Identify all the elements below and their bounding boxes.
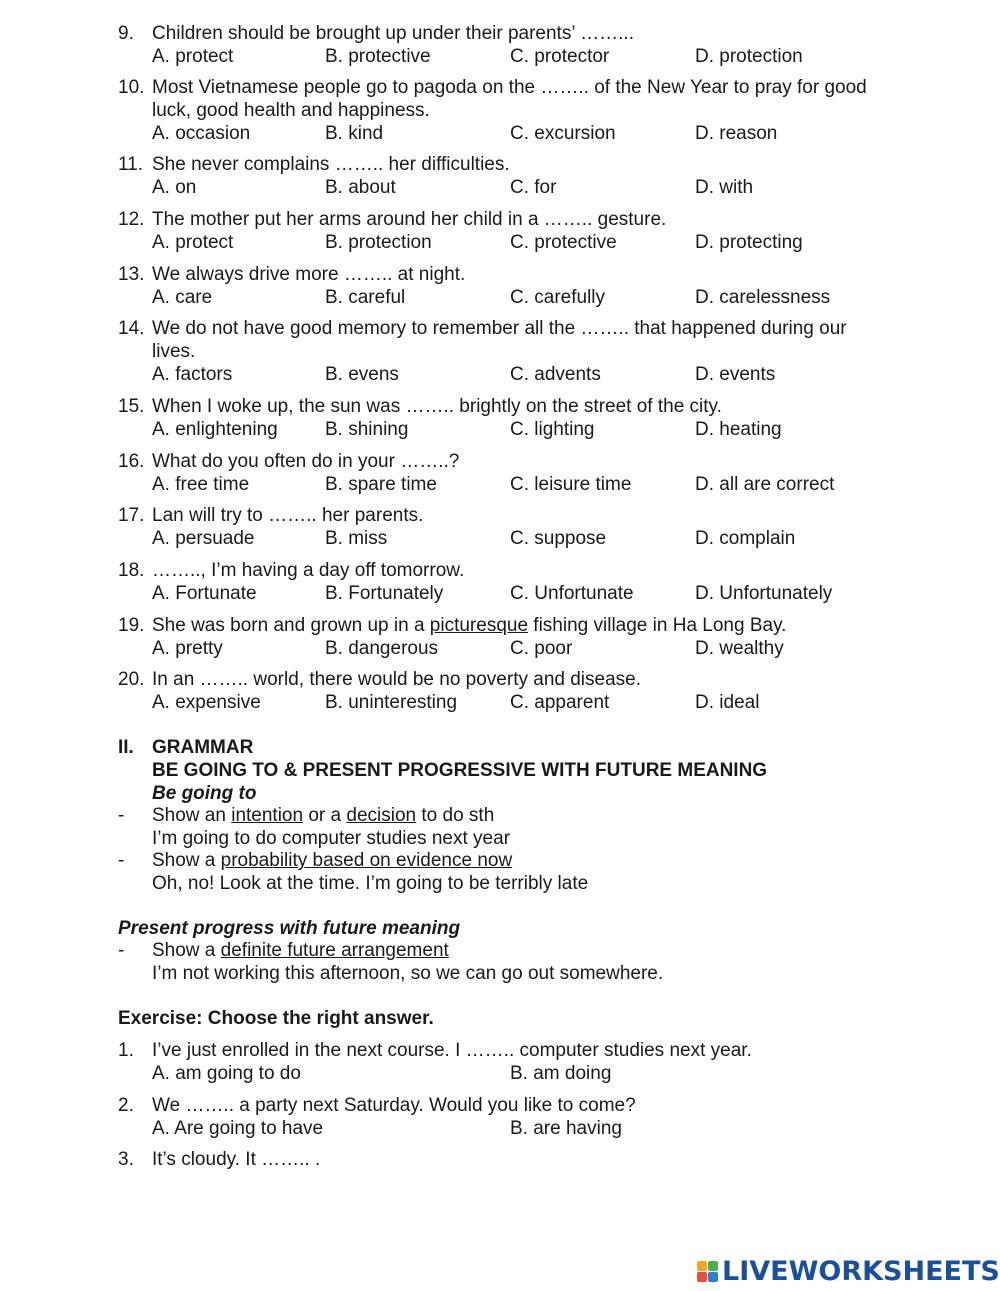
question-number: 16.	[118, 451, 145, 472]
question-number: 9.	[118, 23, 134, 44]
answer-options	[152, 286, 878, 309]
question-15	[118, 395, 878, 441]
usage-text: Show a	[152, 940, 221, 961]
option-a[interactable]: A. pretty	[152, 638, 223, 659]
example-sentence-3: I’m not working this afternoon, so we can go out somewhere.	[152, 963, 664, 984]
question-text: We do not have good memory to remember all the …….. that happened during our lives.	[152, 318, 847, 362]
liveworksheets-logo[interactable]	[697, 1256, 1000, 1286]
question-text: In an …….. world, there would be no poverty and disease.	[152, 669, 641, 690]
usage-point-3	[152, 939, 449, 962]
question-10	[118, 76, 878, 145]
question-text: When I woke up, the sun was …….. brightly on the street of the city.	[152, 396, 722, 417]
option-a[interactable]: A. protect	[152, 232, 234, 253]
usage-text: Show a	[152, 850, 221, 871]
option-a[interactable]: A. enlightening	[152, 419, 278, 440]
option-d[interactable]: D. wealthy	[695, 638, 784, 659]
option-a[interactable]: A. free time	[152, 474, 250, 495]
question-17	[118, 504, 878, 550]
usage-text: Show an	[152, 805, 232, 826]
question-number: 12.	[118, 209, 145, 230]
bullet-dash: -	[118, 850, 125, 871]
question-number: 15.	[118, 396, 145, 417]
question-12	[118, 208, 878, 254]
option-b[interactable]: B. kind	[325, 123, 384, 144]
logo-square	[697, 1261, 707, 1271]
section-title: GRAMMAR	[152, 737, 254, 758]
question-text: Children should be brought up under their parents’ ……...	[152, 23, 634, 44]
question-text: She never complains …….. her difficulties.	[152, 154, 510, 175]
option-d[interactable]: D. protection	[695, 46, 803, 67]
question-text: The mother put her arms around her child in a …….. gesture.	[152, 209, 667, 230]
option-c[interactable]: C. leisure time	[510, 474, 632, 495]
underlined-term-intention: intention	[231, 805, 304, 826]
bullet-dash: -	[118, 805, 125, 826]
option-b[interactable]: B. protection	[325, 232, 432, 253]
exercise-title: Exercise: Choose the right answer.	[118, 1008, 434, 1029]
answer-options	[152, 418, 878, 441]
option-a[interactable]: A. Fortunate	[152, 583, 257, 604]
question-18	[118, 559, 878, 605]
option-d[interactable]: D. all are correct	[695, 474, 835, 495]
be-going-to-heading: Be going to	[152, 783, 257, 804]
answer-options	[152, 122, 878, 145]
option-a[interactable]: A. on	[152, 177, 197, 198]
answer-options	[152, 473, 878, 496]
question-number: 17.	[118, 505, 145, 526]
question-text: We …….. a party next Saturday. Would you like to come?	[152, 1095, 636, 1116]
question-number: 10.	[118, 77, 145, 98]
option-c[interactable]: C. poor	[510, 638, 573, 659]
exercise-question-1	[118, 1039, 878, 1085]
option-d[interactable]: D. carelessness	[695, 287, 831, 308]
usage-point-2	[152, 849, 512, 872]
option-c[interactable]: C. for	[510, 177, 557, 198]
question-number: 14.	[118, 318, 145, 339]
logo-square	[708, 1272, 718, 1282]
option-d[interactable]: D. heating	[695, 419, 782, 440]
underlined-word: picturesque	[429, 615, 529, 636]
option-c[interactable]: C. suppose	[510, 528, 607, 549]
option-b[interactable]: B. about	[325, 177, 396, 198]
option-b[interactable]: B. miss	[325, 528, 388, 549]
question-13	[118, 263, 878, 309]
answer-options	[152, 45, 878, 68]
option-c[interactable]: C. excursion	[510, 123, 616, 144]
answer-options	[152, 1062, 878, 1085]
option-d[interactable]: D. Unfortunately	[695, 583, 833, 604]
option-b[interactable]: B. uninteresting	[325, 692, 458, 713]
option-d[interactable]: D. ideal	[695, 692, 760, 713]
question-number: 3.	[118, 1149, 134, 1170]
question-text-before: She was born and grown up in a	[152, 615, 430, 636]
option-b[interactable]: B. are having	[510, 1118, 622, 1139]
answer-options	[152, 527, 878, 550]
option-a[interactable]: A. expensive	[152, 692, 261, 713]
underlined-term-decision: decision	[346, 805, 417, 826]
example-sentence-1: I’m going to do computer studies next year	[152, 828, 511, 849]
question-text: What do you often do in your ……..?	[152, 451, 460, 472]
question-text: It’s cloudy. It …….. .	[152, 1149, 321, 1170]
option-a[interactable]: A. protect	[152, 46, 234, 67]
option-d[interactable]: D. events	[695, 364, 776, 385]
answer-options	[152, 1117, 878, 1140]
answer-options	[152, 691, 878, 714]
question-text: I’ve just enrolled in the next course. I …….. computer studies next year.	[152, 1040, 752, 1061]
question-19	[118, 614, 878, 660]
answer-options	[152, 582, 878, 605]
usage-text: or a	[303, 805, 347, 826]
bullet-dash: -	[118, 940, 125, 961]
option-b[interactable]: B. careful	[325, 287, 406, 308]
question-text: We always drive more …….. at night.	[152, 264, 466, 285]
usage-point-1	[152, 804, 494, 827]
question-16	[118, 450, 878, 496]
option-b[interactable]: B. spare time	[325, 474, 437, 495]
question-number: 18.	[118, 560, 145, 581]
question-number: 2.	[118, 1095, 134, 1116]
option-b[interactable]: B. evens	[325, 364, 399, 385]
option-c[interactable]: C. protective	[510, 232, 617, 253]
question-number: 1.	[118, 1040, 134, 1061]
question-number: 19.	[118, 615, 145, 636]
question-11	[118, 153, 878, 199]
question-number: 13.	[118, 264, 145, 285]
option-d[interactable]: D. protecting	[695, 232, 803, 253]
option-a[interactable]: A. occasion	[152, 123, 251, 144]
option-b[interactable]: B. protective	[325, 46, 431, 67]
question-14	[118, 317, 878, 386]
option-b[interactable]: B. dangerous	[325, 638, 439, 659]
question-9	[118, 22, 878, 68]
section-number: II.	[118, 737, 134, 758]
answer-options	[152, 637, 878, 660]
exercise-question-3	[118, 1148, 878, 1171]
option-d[interactable]: D. complain	[695, 528, 796, 549]
option-c[interactable]: C. lighting	[510, 419, 595, 440]
option-a[interactable]: A. care	[152, 287, 213, 308]
exercise-question-2	[118, 1094, 878, 1140]
question-text: Lan will try to …….. her parents.	[152, 505, 424, 526]
question-number: 20.	[118, 669, 145, 690]
option-a[interactable]: A. factors	[152, 364, 233, 385]
logo-square	[697, 1272, 707, 1282]
question-text-after: fishing village in Ha Long Bay.	[528, 615, 787, 636]
option-c[interactable]: C. carefully	[510, 287, 606, 308]
question-text: …….., I’m having a day off tomorrow.	[152, 560, 465, 581]
logo-mark-icon	[697, 1261, 718, 1282]
option-b[interactable]: B. shining	[325, 419, 409, 440]
answer-options	[152, 176, 878, 199]
option-c[interactable]: C. protector	[510, 46, 610, 67]
option-c[interactable]: C. advents	[510, 364, 601, 385]
example-sentence-2: Oh, no! Look at the time. I’m going to be terribly late	[152, 873, 589, 894]
option-d[interactable]: D. reason	[695, 123, 778, 144]
question-text: Most Vietnamese people go to pagoda on the …….. of the New Year to pray for good luck, good health and happiness.	[152, 77, 867, 121]
option-a[interactable]: A. persuade	[152, 528, 255, 549]
underlined-term-arrangement: definite future arrangement	[220, 940, 449, 961]
question-20	[118, 668, 878, 714]
present-progressive-heading: Present progress with future meaning	[118, 918, 461, 939]
grammar-subtitle: BE GOING TO & PRESENT PROGRESSIVE WITH FUTURE MEANING	[152, 760, 768, 781]
usage-text: to do sth	[416, 805, 495, 826]
option-b[interactable]: B. am doing	[510, 1063, 612, 1084]
question-number: 11.	[118, 154, 144, 175]
option-a[interactable]: A. am going to do	[152, 1063, 301, 1084]
question-text	[152, 614, 878, 637]
option-a[interactable]: A. Are going to have	[152, 1118, 324, 1139]
option-c[interactable]: C. Unfortunate	[510, 583, 634, 604]
answer-options	[152, 363, 878, 386]
logo-square	[708, 1261, 718, 1271]
logo-text: LIVEWORKSHEETS	[722, 1255, 1000, 1287]
underlined-term-probability: probability based on evidence now	[220, 850, 513, 871]
option-c[interactable]: C. apparent	[510, 692, 610, 713]
answer-options	[152, 231, 878, 254]
option-b[interactable]: B. Fortunately	[325, 583, 444, 604]
option-d[interactable]: D. with	[695, 177, 754, 198]
